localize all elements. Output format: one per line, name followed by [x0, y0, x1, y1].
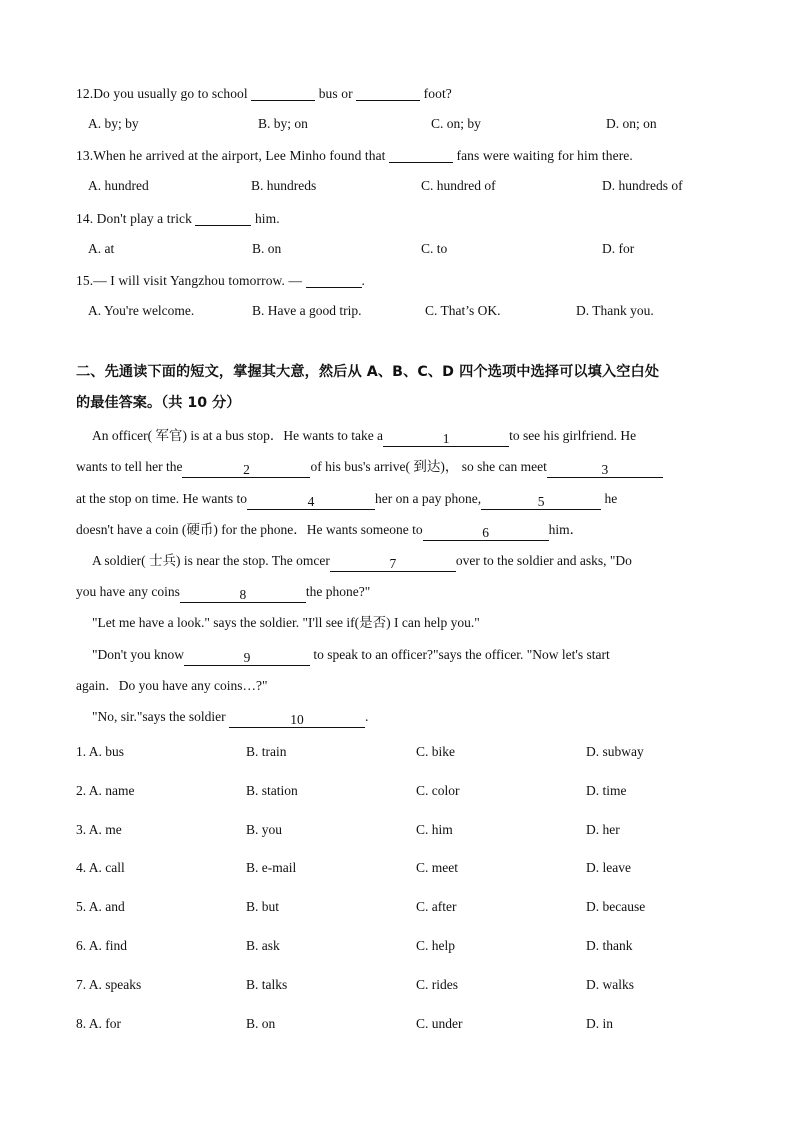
cloze-option: 6. A. find [76, 938, 128, 953]
passage-text: doesn't have a coin (硬币) for the phone．He wants someone to [76, 522, 423, 537]
cloze-blank-4 [247, 495, 375, 510]
cloze-blank-6 [423, 526, 549, 541]
question-number: 13. [76, 148, 94, 163]
passage-text: at the stop on time. He wants to [76, 491, 247, 506]
option-c: C. to [421, 241, 448, 256]
cloze-option: C. rides [416, 977, 458, 992]
stem-text: Don't play a trick [93, 211, 196, 226]
option-a: A. by; by [88, 116, 139, 131]
option-d: D. on; on [606, 116, 657, 131]
cloze-option: B. ask [246, 938, 280, 953]
passage-text: over to the soldier and asks, "Do [455, 553, 632, 568]
cloze-option: C. color [416, 783, 460, 798]
stem-text: foot? [420, 86, 452, 101]
cloze-blank-1 [383, 432, 509, 447]
passage-text: the phone?" [305, 584, 371, 599]
cloze-option: B. e-mail [246, 860, 297, 875]
option-b: B. Have a good trip. [252, 303, 362, 318]
cloze-blank-5 [481, 495, 601, 510]
cloze-option: C. meet [416, 860, 458, 875]
cloze-option: D. thank [586, 938, 633, 953]
stem-text: him. [251, 211, 280, 226]
passage-line-3 [76, 492, 617, 510]
cloze-option: 5. A. and [76, 899, 125, 914]
cloze-option: D. walks [586, 977, 634, 992]
cloze-option: D. time [586, 783, 627, 798]
passage-text: him． [548, 522, 584, 537]
passage-text: A soldier( 士兵) is near the stop. The omcer [92, 553, 330, 568]
cloze-option: B. talks [246, 977, 288, 992]
answer-blank [356, 86, 420, 101]
cloze-option: 7. A. speaks [76, 977, 142, 992]
passage-text: of his bus's arrive( 到达)， so she can meet [310, 459, 547, 474]
cloze-option: C. help [416, 938, 455, 953]
question-number: 12. [76, 86, 94, 101]
blank-number: 4 [307, 494, 315, 509]
cloze-option: B. train [246, 744, 287, 759]
answer-blank [251, 86, 315, 101]
question-number: 15. [76, 273, 94, 288]
passage-text: . [365, 709, 369, 724]
option-c: C. on; by [431, 116, 481, 131]
cloze-option: C. bike [416, 744, 455, 759]
cloze-blank-7 [330, 557, 456, 572]
passage-text: "Don't you know [92, 647, 184, 662]
question-14-stem [76, 211, 280, 226]
section-heading-line1: 二、先通读下面的短文，掌握其大意，然后从 A、B、C、D 四个选项中选择可以填入空白处 [76, 364, 660, 380]
stem-text: fans were waiting for him there. [453, 148, 633, 163]
option-d: D. hundreds of [602, 178, 683, 193]
cloze-option: D. in [586, 1016, 613, 1031]
blank-number: 10 [290, 712, 304, 727]
passage-line-7: "Let me have a look." says the soldier. "I'll see if(是否) I can help you." [92, 615, 480, 630]
cloze-option: 8. A. for [76, 1016, 121, 1031]
question-15-stem [76, 273, 365, 288]
option-d: D. for [602, 241, 635, 256]
answer-blank [195, 211, 251, 226]
passage-text: "No, sir."says the soldier [92, 709, 230, 724]
cloze-blank-9 [184, 651, 310, 666]
cloze-option: D. because [586, 899, 646, 914]
stem-text: Do you usually go to school [93, 86, 252, 101]
passage-text: you have any coins [76, 584, 180, 599]
passage-text: her on a pay phone, [374, 491, 482, 506]
stem-text: . [361, 273, 366, 288]
cloze-option: 1. A. bus [76, 744, 125, 759]
option-b: B. hundreds [251, 178, 317, 193]
passage-text: he [601, 491, 618, 506]
option-b: B. on [252, 241, 282, 256]
cloze-option: D. her [586, 822, 620, 837]
question-number: 14. [76, 211, 94, 226]
section-heading-line2: 的最佳答案。（共 10 分） [76, 395, 241, 411]
cloze-blank-3 [547, 463, 663, 478]
question-13-stem [76, 148, 633, 163]
cloze-blank-2 [182, 463, 310, 478]
passage-line-1 [92, 429, 636, 447]
passage-line-4 [76, 523, 583, 541]
cloze-option: 4. A. call [76, 860, 125, 875]
answer-blank [389, 148, 453, 163]
passage-line-10 [92, 710, 368, 728]
option-c: C. That’s OK. [425, 303, 501, 318]
cloze-blank-8 [180, 588, 306, 603]
passage-text: wants to tell her the [76, 459, 183, 474]
passage-line-8 [92, 648, 610, 666]
cloze-option: B. but [246, 899, 280, 914]
question-12-stem [76, 86, 452, 101]
option-a: A. at [88, 241, 115, 256]
option-b: B. by; on [258, 116, 308, 131]
blank-number: 3 [601, 462, 609, 477]
passage-text: to speak to an officer?"says the officer. "Now let's start [309, 647, 610, 662]
passage-line-2 [76, 460, 663, 478]
passage-line-6 [76, 585, 370, 603]
stem-text: When he arrived at the airport, Lee Minho found that [93, 148, 390, 163]
passage-line-9: again．Do you have any coins…?" [76, 678, 268, 693]
cloze-option: D. leave [586, 860, 631, 875]
passage-text: to see his girlfriend. He [509, 428, 637, 443]
cloze-option: C. him [416, 822, 453, 837]
cloze-option: B. station [246, 783, 298, 798]
cloze-option: 2. A. name [76, 783, 135, 798]
blank-number: 5 [537, 494, 545, 509]
cloze-option: B. on [246, 1016, 276, 1031]
blank-number: 8 [239, 587, 247, 602]
answer-blank [306, 273, 362, 288]
cloze-blank-10 [229, 713, 365, 728]
cloze-option: 3. A. me [76, 822, 122, 837]
passage-text: An officer( 军官) is at a bus stop．He wants to take a [92, 428, 384, 443]
option-d: D. Thank you. [576, 303, 654, 318]
stem-text: — I will visit Yangzhou tomorrow. — [93, 273, 306, 288]
blank-number: 6 [482, 525, 489, 540]
option-a: A. hundred [88, 178, 149, 193]
blank-number: 1 [442, 431, 450, 446]
option-c: C. hundred of [421, 178, 496, 193]
passage-line-5 [92, 554, 632, 572]
stem-text: bus or [315, 86, 357, 101]
cloze-option: B. you [246, 822, 283, 837]
cloze-option: C. after [416, 899, 457, 914]
cloze-option: C. under [416, 1016, 463, 1031]
blank-number: 7 [389, 556, 397, 571]
cloze-option: D. subway [586, 744, 644, 759]
blank-number: 2 [243, 462, 250, 477]
blank-number: 9 [243, 650, 251, 665]
option-a: A. You're welcome. [88, 303, 195, 318]
